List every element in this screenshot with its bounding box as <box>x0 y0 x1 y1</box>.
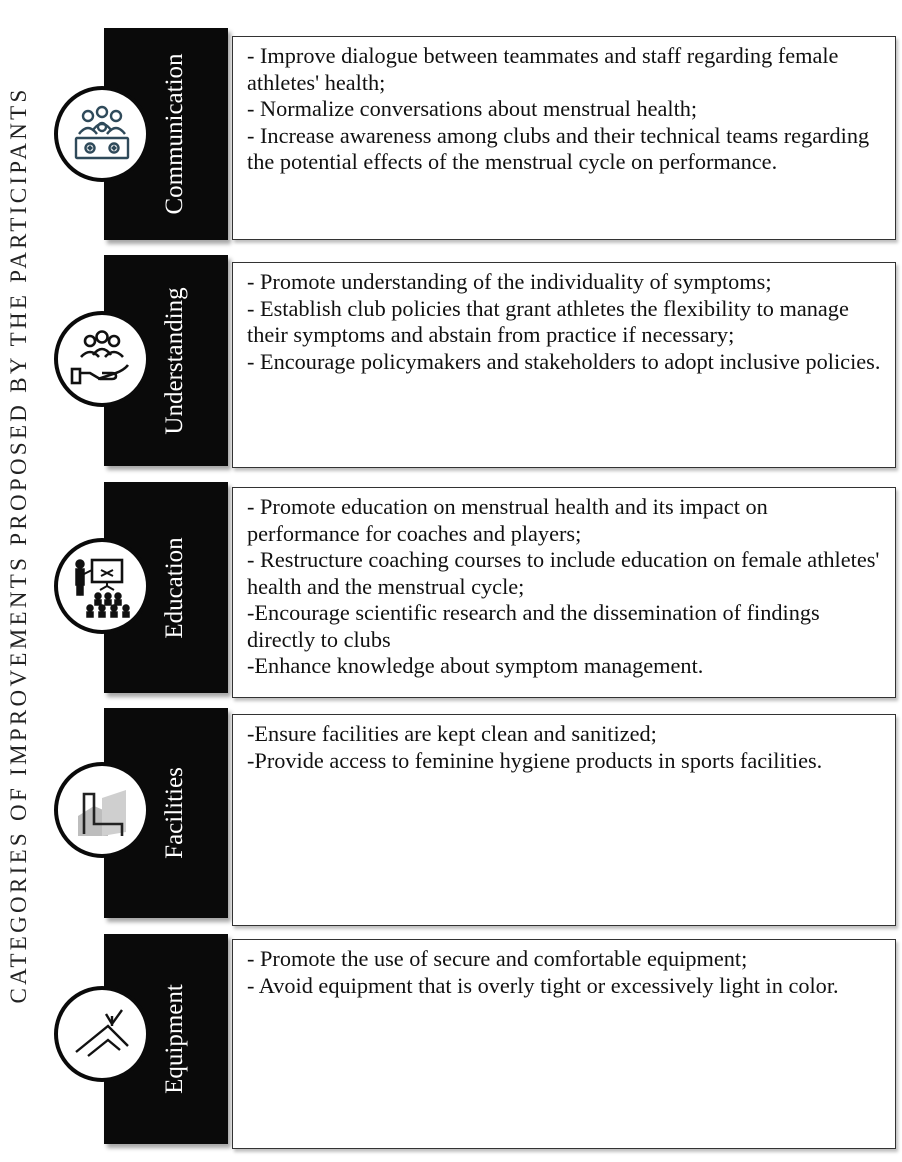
category-label: Communication <box>161 53 188 215</box>
improvement-item: - Establish club policies that grant athletes the flexibility to manage their symptoms and abstain from practice if necessary; <box>247 295 849 347</box>
improvement-item: - Avoid equipment that is overly tight or excessively light in color. <box>247 972 839 998</box>
category-row-equipment <box>0 934 902 1144</box>
team-meeting-icon <box>54 86 150 182</box>
improvement-item: - Promote education on menstrual health and its impact on performance for coaches and players; <box>247 494 768 546</box>
improvement-item: -Encourage scientific research and the dissemination of findings directly to clubs <box>247 600 820 652</box>
facility-room-icon <box>54 762 150 858</box>
category-row-facilities <box>0 708 902 918</box>
category-description-box <box>232 487 896 698</box>
category-label: Facilities <box>161 767 188 859</box>
improvement-item: - Restructure coaching courses to include education on female athletes' health and the menstrual cycle; <box>247 547 880 599</box>
improvement-item: - Improve dialogue between teammates and staff regarding female athletes' health; <box>247 43 839 95</box>
improvement-item: - Promote understanding of the individuality of symptoms; <box>247 269 772 294</box>
vertical-title-text: CATEGORIES OF IMPROVEMENTS PROPOSED BY THE PARTICIPANTS <box>6 86 31 1004</box>
category-description-box <box>232 36 896 240</box>
category-row-understanding <box>0 255 902 466</box>
hand-holding-people-icon <box>54 311 150 407</box>
category-row-communication <box>0 28 902 240</box>
improvement-item: - Increase awareness among clubs and their technical teams regarding the potential effects of the menstrual cycle on performance. <box>247 122 870 174</box>
presentation-audience-icon <box>54 538 150 634</box>
improvement-item: - Encourage policymakers and stakeholders to adopt inclusive policies. <box>247 348 881 374</box>
category-description-box <box>232 939 896 1149</box>
improvement-item: - Promote the use of secure and comfortable equipment; <box>247 946 748 971</box>
improvement-item: -Enhance knowledge about symptom management. <box>247 653 704 678</box>
improvement-item: - Normalize conversations about menstrual health; <box>247 96 698 121</box>
category-description-box <box>232 714 896 926</box>
category-description-box <box>232 262 896 468</box>
equipment-shirt-icon <box>54 986 150 1082</box>
category-label: Education <box>161 536 188 639</box>
category-label: Equipment <box>161 984 188 1094</box>
improvement-item: -Ensure facilities are kept clean and sanitized; <box>247 721 657 746</box>
category-label: Understanding <box>161 286 188 435</box>
category-row-education <box>0 482 902 693</box>
improvement-item: -Provide access to feminine hygiene products in sports facilities. <box>247 747 823 773</box>
